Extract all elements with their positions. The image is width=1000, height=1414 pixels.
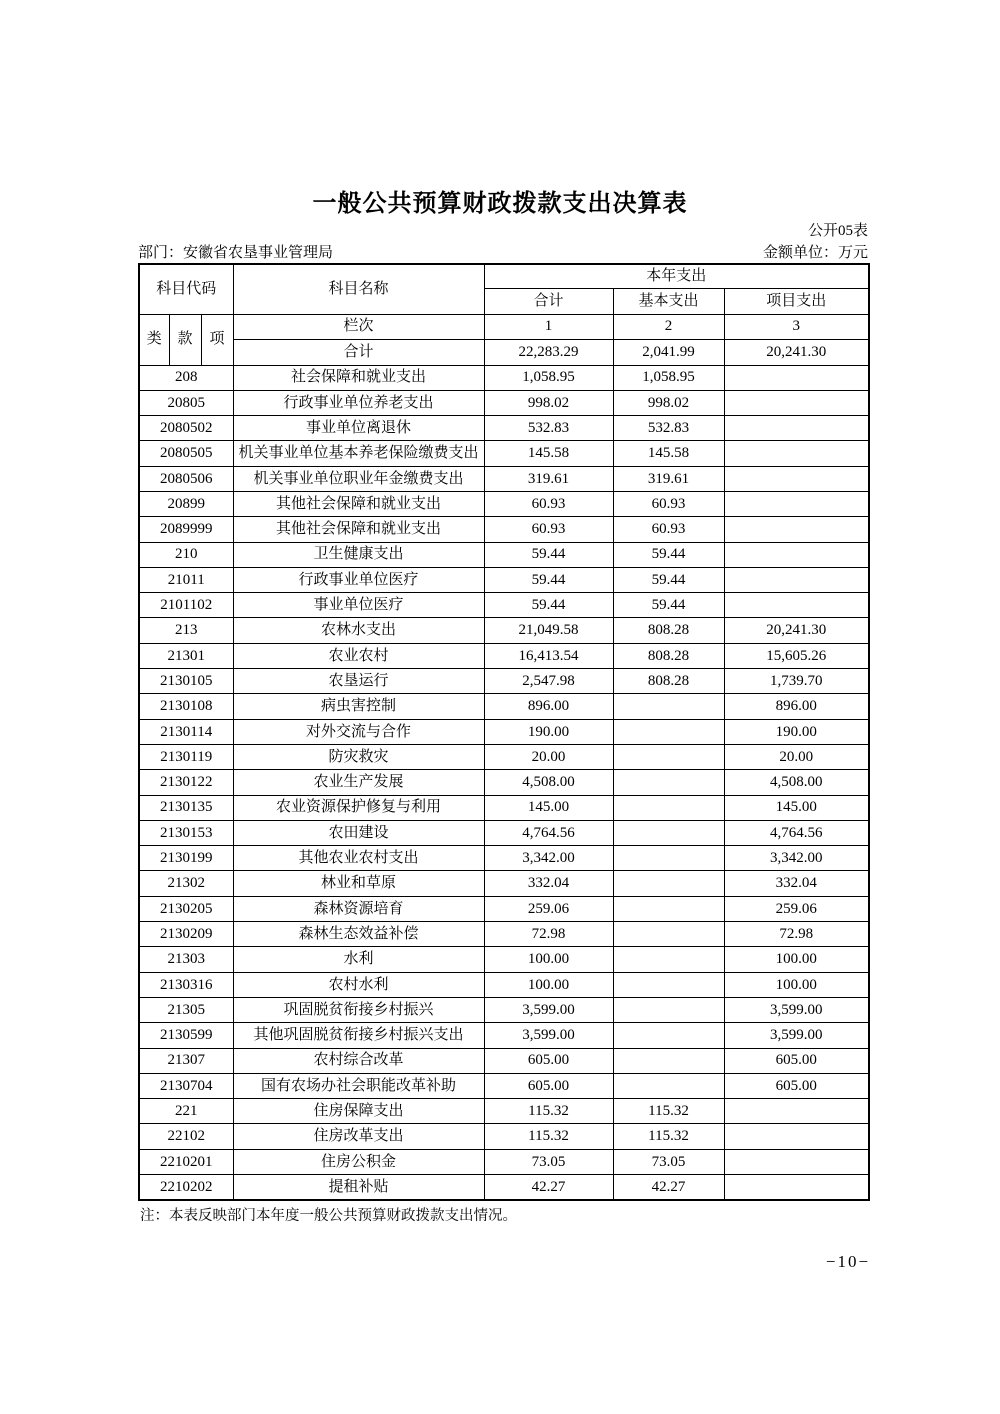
row-subject-name: 农村水利: [233, 972, 484, 997]
row-total-value: 896.00: [484, 694, 613, 719]
row-subject-code: 208: [139, 365, 233, 390]
row-project-value: 259.06: [724, 896, 869, 921]
table-row: [139, 694, 869, 719]
row-project-value: [724, 567, 869, 592]
row-subject-name: 其他农业农村支出: [233, 846, 484, 871]
row-subject-name: 国有农场办社会职能改革补助: [233, 1073, 484, 1098]
table-row: [139, 491, 869, 516]
header-subject-code: 科目代码: [139, 264, 233, 314]
row-basic-value: 42.27: [613, 1175, 724, 1200]
row-basic-value: [613, 694, 724, 719]
row-subject-name: 病虫害控制: [233, 694, 484, 719]
table-row: [139, 517, 869, 542]
row-subject-code: 2210202: [139, 1175, 233, 1200]
row-project-value: [724, 517, 869, 542]
row-basic-value: 59.44: [613, 542, 724, 567]
row-subject-name: 农林水支出: [233, 618, 484, 643]
row-total-value: 60.93: [484, 517, 613, 542]
row-basic-value: 532.83: [613, 416, 724, 441]
table-row: [139, 947, 869, 972]
row-subject-name: 防灾救灾: [233, 744, 484, 769]
row-subject-code: 221: [139, 1099, 233, 1124]
grand-total-row-label: 合计: [233, 339, 484, 365]
row-total-value: 605.00: [484, 1048, 613, 1073]
row-project-value: [724, 441, 869, 466]
table-row: [139, 643, 869, 668]
row-basic-value: [613, 997, 724, 1022]
row-subject-name: 农业生产发展: [233, 770, 484, 795]
row-subject-code: 2089999: [139, 517, 233, 542]
table-row: [139, 770, 869, 795]
row-project-value: 145.00: [724, 795, 869, 820]
row-subject-name: 水利: [233, 947, 484, 972]
row-total-value: 16,413.54: [484, 643, 613, 668]
table-row: [139, 1124, 869, 1149]
row-basic-value: 60.93: [613, 491, 724, 516]
row-basic-value: 59.44: [613, 593, 724, 618]
row-subject-code: 2130108: [139, 694, 233, 719]
header-col-3: 3: [724, 314, 869, 339]
row-subject-code: 2130114: [139, 719, 233, 744]
row-project-value: 20,241.30: [724, 618, 869, 643]
table-row: [139, 1099, 869, 1124]
table-row: [139, 618, 869, 643]
row-subject-code: 21011: [139, 567, 233, 592]
row-total-value: 73.05: [484, 1149, 613, 1174]
row-basic-value: 1,058.95: [613, 365, 724, 390]
row-project-value: 100.00: [724, 947, 869, 972]
row-project-value: [724, 416, 869, 441]
row-project-value: [724, 390, 869, 415]
row-basic-value: [613, 770, 724, 795]
row-project-value: [724, 1149, 869, 1174]
row-basic-value: 808.28: [613, 669, 724, 694]
row-subject-code: 21302: [139, 871, 233, 896]
row-basic-value: [613, 820, 724, 845]
row-project-value: 1,739.70: [724, 669, 869, 694]
page-title: 一般公共预算财政拨款支出决算表: [312, 190, 688, 217]
row-basic-value: 145.58: [613, 441, 724, 466]
row-subject-code: 2130205: [139, 896, 233, 921]
row-subject-name: 卫生健康支出: [233, 542, 484, 567]
row-subject-code: 2130209: [139, 922, 233, 947]
row-project-value: [724, 1124, 869, 1149]
row-project-value: 332.04: [724, 871, 869, 896]
row-subject-code: 21301: [139, 643, 233, 668]
form-code-label: 公开05表: [807, 223, 868, 239]
row-project-value: [724, 1175, 869, 1200]
header-current-year-expenditure: 本年支出: [484, 264, 869, 288]
header-total: 合计: [484, 288, 613, 314]
row-subject-code: 2130105: [139, 669, 233, 694]
row-total-value: 2,547.98: [484, 669, 613, 694]
table-row: [139, 820, 869, 845]
row-basic-value: 59.44: [613, 567, 724, 592]
row-subject-name: 社会保障和就业支出: [233, 365, 484, 390]
row-project-value: 896.00: [724, 694, 869, 719]
header-class: 类: [139, 314, 169, 365]
table-row: [139, 441, 869, 466]
row-subject-name: 提租补贴: [233, 1175, 484, 1200]
row-basic-value: [613, 795, 724, 820]
row-total-value: 4,764.56: [484, 820, 613, 845]
row-subject-name: 其他社会保障和就业支出: [233, 491, 484, 516]
row-subject-name: 行政事业单位医疗: [233, 567, 484, 592]
row-subject-name: 巩固脱贫衔接乡村振兴: [233, 997, 484, 1022]
table-row: [139, 896, 869, 921]
row-subject-name: 事业单位离退休: [233, 416, 484, 441]
table-row: [139, 997, 869, 1022]
row-subject-name: 行政事业单位养老支出: [233, 390, 484, 415]
row-subject-code: 2130122: [139, 770, 233, 795]
row-basic-value: [613, 947, 724, 972]
row-subject-name: 住房改革支出: [233, 1124, 484, 1149]
row-total-value: 190.00: [484, 719, 613, 744]
row-subject-name: 其他巩固脱贫衔接乡村振兴支出: [233, 1023, 484, 1048]
row-project-value: 605.00: [724, 1073, 869, 1098]
row-subject-code: 2130153: [139, 820, 233, 845]
row-project-value: [724, 365, 869, 390]
row-total-value: 532.83: [484, 416, 613, 441]
row-basic-value: [613, 1073, 724, 1098]
table-row: [139, 1175, 869, 1200]
row-basic-value: 115.32: [613, 1099, 724, 1124]
table-row: [139, 1023, 869, 1048]
row-total-value: 100.00: [484, 972, 613, 997]
row-total-value: 3,599.00: [484, 1023, 613, 1048]
table-row: [139, 390, 869, 415]
row-subject-name: 住房公积金: [233, 1149, 484, 1174]
row-basic-value: [613, 1023, 724, 1048]
row-project-value: [724, 491, 869, 516]
header-section: 款: [169, 314, 201, 365]
table-row: [139, 795, 869, 820]
row-subject-code: 2130199: [139, 846, 233, 871]
row-total-value: 59.44: [484, 542, 613, 567]
grand-total-value: 22,283.29: [484, 339, 613, 365]
row-basic-value: [613, 846, 724, 871]
expenditure-table: [138, 263, 870, 1201]
row-subject-code: 2080502: [139, 416, 233, 441]
row-total-value: 115.32: [484, 1124, 613, 1149]
unit-label: 金额单位：万元: [762, 245, 868, 261]
row-basic-value: [613, 719, 724, 744]
row-subject-code: 21303: [139, 947, 233, 972]
row-total-value: 145.00: [484, 795, 613, 820]
row-project-value: 4,764.56: [724, 820, 869, 845]
row-total-value: 4,508.00: [484, 770, 613, 795]
row-basic-value: 319.61: [613, 466, 724, 491]
row-total-value: 72.98: [484, 922, 613, 947]
row-project-value: 3,599.00: [724, 997, 869, 1022]
row-total-value: 3,599.00: [484, 997, 613, 1022]
row-total-value: 259.06: [484, 896, 613, 921]
row-total-value: 319.61: [484, 466, 613, 491]
row-subject-code: 2080506: [139, 466, 233, 491]
row-subject-name: 林业和草原: [233, 871, 484, 896]
row-project-value: 190.00: [724, 719, 869, 744]
row-project-value: 3,599.00: [724, 1023, 869, 1048]
row-project-value: [724, 1099, 869, 1124]
row-subject-code: 22102: [139, 1124, 233, 1149]
row-subject-name: 森林生态效益补偿: [233, 922, 484, 947]
table-row: [139, 542, 869, 567]
header-column-row-label: 栏次: [233, 314, 484, 339]
row-project-value: 4,508.00: [724, 770, 869, 795]
table-row: [139, 466, 869, 491]
row-project-value: 72.98: [724, 922, 869, 947]
grand-total-basic-value: 2,041.99: [613, 339, 724, 365]
row-project-value: [724, 542, 869, 567]
header-project-expenditure: 项目支出: [724, 288, 869, 314]
row-project-value: 15,605.26: [724, 643, 869, 668]
table-row: [139, 1149, 869, 1174]
row-total-value: 998.02: [484, 390, 613, 415]
row-basic-value: 808.28: [613, 643, 724, 668]
row-total-value: 145.58: [484, 441, 613, 466]
row-subject-code: 20899: [139, 491, 233, 516]
row-subject-code: 2101102: [139, 593, 233, 618]
row-project-value: [724, 593, 869, 618]
row-subject-name: 农垦运行: [233, 669, 484, 694]
row-subject-name: 其他社会保障和就业支出: [233, 517, 484, 542]
table-row: [139, 744, 869, 769]
row-subject-name: 农业资源保护修复与利用: [233, 795, 484, 820]
row-subject-code: 2130135: [139, 795, 233, 820]
row-total-value: 332.04: [484, 871, 613, 896]
table-body: [139, 365, 869, 1200]
table-row: [139, 719, 869, 744]
row-project-value: [724, 466, 869, 491]
row-basic-value: [613, 1048, 724, 1073]
row-basic-value: 60.93: [613, 517, 724, 542]
department-label: 部门：安徽省农垦事业管理局: [138, 245, 334, 261]
table-row: [139, 365, 869, 390]
row-basic-value: [613, 922, 724, 947]
row-total-value: 1,058.95: [484, 365, 613, 390]
row-subject-code: 2210201: [139, 1149, 233, 1174]
row-basic-value: [613, 972, 724, 997]
header-subject-name: 科目名称: [233, 264, 484, 314]
row-total-value: 42.27: [484, 1175, 613, 1200]
table-row: [139, 416, 869, 441]
row-basic-value: 998.02: [613, 390, 724, 415]
meta-row: [138, 241, 868, 262]
row-basic-value: 808.28: [613, 618, 724, 643]
row-total-value: 100.00: [484, 947, 613, 972]
table-row: [139, 922, 869, 947]
table-note: 注：本表反映部门本年度一般公共预算财政拨款支出情况。: [140, 1208, 517, 1224]
page-number: −10−: [825, 1252, 871, 1271]
grand-total-project-value: 20,241.30: [724, 339, 869, 365]
row-project-value: 605.00: [724, 1048, 869, 1073]
table-row: [139, 1048, 869, 1073]
row-total-value: 59.44: [484, 593, 613, 618]
row-subject-name: 事业单位医疗: [233, 593, 484, 618]
row-basic-value: 73.05: [613, 1149, 724, 1174]
row-total-value: 60.93: [484, 491, 613, 516]
row-subject-code: 2130704: [139, 1073, 233, 1098]
row-total-value: 605.00: [484, 1073, 613, 1098]
table-row: [139, 669, 869, 694]
header-basic-expenditure: 基本支出: [613, 288, 724, 314]
table-row: [139, 1073, 869, 1098]
table-row: [139, 593, 869, 618]
row-subject-code: 210: [139, 542, 233, 567]
row-subject-name: 农田建设: [233, 820, 484, 845]
table-row: [139, 871, 869, 896]
row-total-value: 115.32: [484, 1099, 613, 1124]
row-basic-value: 115.32: [613, 1124, 724, 1149]
row-total-value: 20.00: [484, 744, 613, 769]
row-subject-name: 对外交流与合作: [233, 719, 484, 744]
table-row: [139, 846, 869, 871]
row-total-value: 21,049.58: [484, 618, 613, 643]
row-subject-code: 2080505: [139, 441, 233, 466]
row-subject-code: 2130599: [139, 1023, 233, 1048]
table-row: [139, 567, 869, 592]
row-subject-name: 农业农村: [233, 643, 484, 668]
row-subject-code: 21305: [139, 997, 233, 1022]
header-col-1: 1: [484, 314, 613, 339]
row-subject-name: 机关事业单位基本养老保险缴费支出: [233, 441, 484, 466]
row-project-value: 20.00: [724, 744, 869, 769]
row-project-value: 3,342.00: [724, 846, 869, 871]
row-project-value: 100.00: [724, 972, 869, 997]
row-subject-name: 住房保障支出: [233, 1099, 484, 1124]
row-basic-value: [613, 896, 724, 921]
row-total-value: 59.44: [484, 567, 613, 592]
row-subject-code: 20805: [139, 390, 233, 415]
row-subject-code: 2130119: [139, 744, 233, 769]
header-col-2: 2: [613, 314, 724, 339]
row-subject-code: 21307: [139, 1048, 233, 1073]
row-basic-value: [613, 871, 724, 896]
table-row: [139, 972, 869, 997]
row-subject-name: 农村综合改革: [233, 1048, 484, 1073]
row-total-value: 3,342.00: [484, 846, 613, 871]
header-item: 项: [201, 314, 233, 365]
row-subject-name: 森林资源培育: [233, 896, 484, 921]
row-subject-name: 机关事业单位职业年金缴费支出: [233, 466, 484, 491]
row-basic-value: [613, 744, 724, 769]
row-subject-code: 213: [139, 618, 233, 643]
row-subject-code: 2130316: [139, 972, 233, 997]
